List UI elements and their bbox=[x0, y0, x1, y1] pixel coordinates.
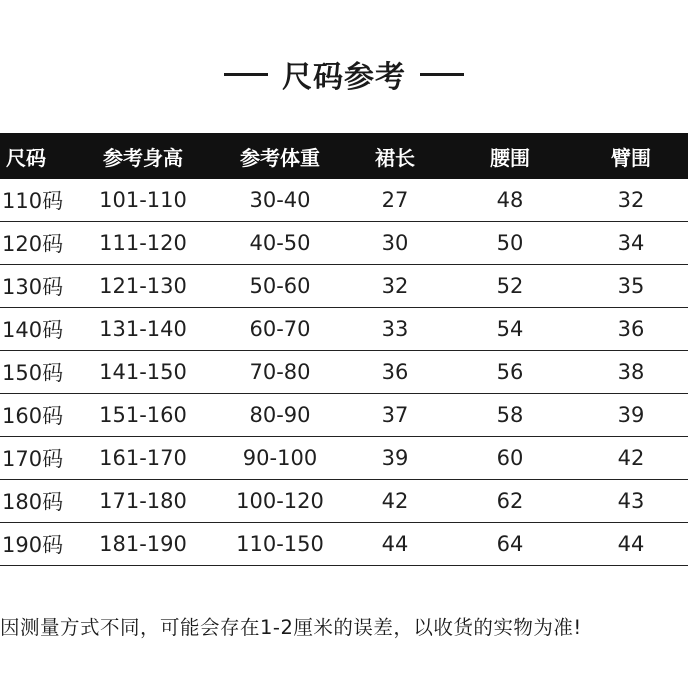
cell-height: 101-110 bbox=[99, 188, 187, 212]
cell-height: 161-170 bbox=[99, 446, 187, 470]
cell-size: 120码 bbox=[2, 232, 64, 256]
cell-skirt-length: 30 bbox=[381, 231, 409, 255]
cell-weight: 70-80 bbox=[249, 360, 311, 384]
table-row bbox=[0, 179, 688, 222]
cell-waist: 60 bbox=[496, 446, 524, 470]
cell-waist: 50 bbox=[496, 231, 524, 255]
cell-waist: 56 bbox=[496, 360, 524, 384]
table-header bbox=[0, 133, 688, 179]
cell-weight: 100-120 bbox=[236, 489, 324, 513]
cell-weight: 90-100 bbox=[242, 446, 318, 470]
cell-arm: 43 bbox=[617, 489, 645, 513]
cell-skirt-length: 36 bbox=[381, 360, 409, 384]
cell-waist: 58 bbox=[496, 403, 524, 427]
cell-waist: 64 bbox=[496, 532, 524, 556]
page-title: 尺码参考 bbox=[282, 60, 406, 95]
title-dash-right bbox=[420, 73, 464, 76]
cell-height: 121-130 bbox=[99, 274, 187, 298]
cell-height: 171-180 bbox=[99, 489, 187, 513]
cell-waist: 52 bbox=[496, 274, 524, 298]
cell-arm: 42 bbox=[617, 446, 645, 470]
cell-weight: 110-150 bbox=[236, 532, 324, 556]
cell-weight: 50-60 bbox=[249, 274, 311, 298]
cell-waist: 54 bbox=[496, 317, 524, 341]
cell-arm: 39 bbox=[617, 403, 645, 427]
table-row bbox=[0, 523, 688, 566]
cell-waist: 48 bbox=[496, 188, 524, 212]
cell-weight: 30-40 bbox=[249, 188, 311, 212]
cell-height: 111-120 bbox=[99, 231, 187, 255]
size-chart-table bbox=[0, 133, 688, 566]
cell-arm: 38 bbox=[617, 360, 645, 384]
cell-size: 110码 bbox=[2, 189, 64, 213]
header-skirt-length: 裙长 bbox=[375, 145, 415, 170]
title-dash-left bbox=[224, 73, 268, 76]
cell-arm: 36 bbox=[617, 317, 645, 341]
cell-weight: 40-50 bbox=[249, 231, 311, 255]
cell-size: 170码 bbox=[2, 447, 64, 471]
cell-size: 130码 bbox=[2, 275, 64, 299]
cell-skirt-length: 37 bbox=[381, 403, 409, 427]
table-row bbox=[0, 394, 688, 437]
title-row bbox=[0, 52, 688, 96]
table-row bbox=[0, 351, 688, 394]
header-weight: 参考体重 bbox=[240, 145, 320, 170]
cell-skirt-length: 44 bbox=[381, 532, 409, 556]
cell-arm: 34 bbox=[617, 231, 645, 255]
cell-skirt-length: 27 bbox=[381, 188, 409, 212]
cell-skirt-length: 39 bbox=[381, 446, 409, 470]
cell-size: 180码 bbox=[2, 490, 64, 514]
cell-arm: 32 bbox=[617, 188, 645, 212]
cell-height: 151-160 bbox=[99, 403, 187, 427]
cell-height: 181-190 bbox=[99, 532, 187, 556]
header-size: 尺码 bbox=[6, 145, 46, 170]
table-row bbox=[0, 222, 688, 265]
cell-skirt-length: 32 bbox=[381, 274, 409, 298]
header-height: 参考身高 bbox=[103, 145, 183, 170]
table-row bbox=[0, 265, 688, 308]
cell-weight: 80-90 bbox=[249, 403, 311, 427]
cell-size: 150码 bbox=[2, 361, 64, 385]
table-row bbox=[0, 308, 688, 351]
cell-waist: 62 bbox=[496, 489, 524, 513]
cell-weight: 60-70 bbox=[249, 317, 311, 341]
header-waist: 腰围 bbox=[490, 145, 530, 170]
cell-size: 140码 bbox=[2, 318, 64, 342]
cell-size: 190码 bbox=[2, 533, 64, 557]
table-row bbox=[0, 437, 688, 480]
measurement-note: 因测量方式不同，可能会存在1-2厘米的误差，以收货的实物为准! bbox=[0, 616, 582, 639]
cell-skirt-length: 33 bbox=[381, 317, 409, 341]
cell-skirt-length: 42 bbox=[381, 489, 409, 513]
cell-arm: 35 bbox=[617, 274, 645, 298]
table-row bbox=[0, 480, 688, 523]
header-arm: 臂围 bbox=[611, 145, 651, 170]
cell-size: 160码 bbox=[2, 404, 64, 428]
cell-arm: 44 bbox=[617, 532, 645, 556]
cell-height: 131-140 bbox=[99, 317, 187, 341]
cell-height: 141-150 bbox=[99, 360, 187, 384]
